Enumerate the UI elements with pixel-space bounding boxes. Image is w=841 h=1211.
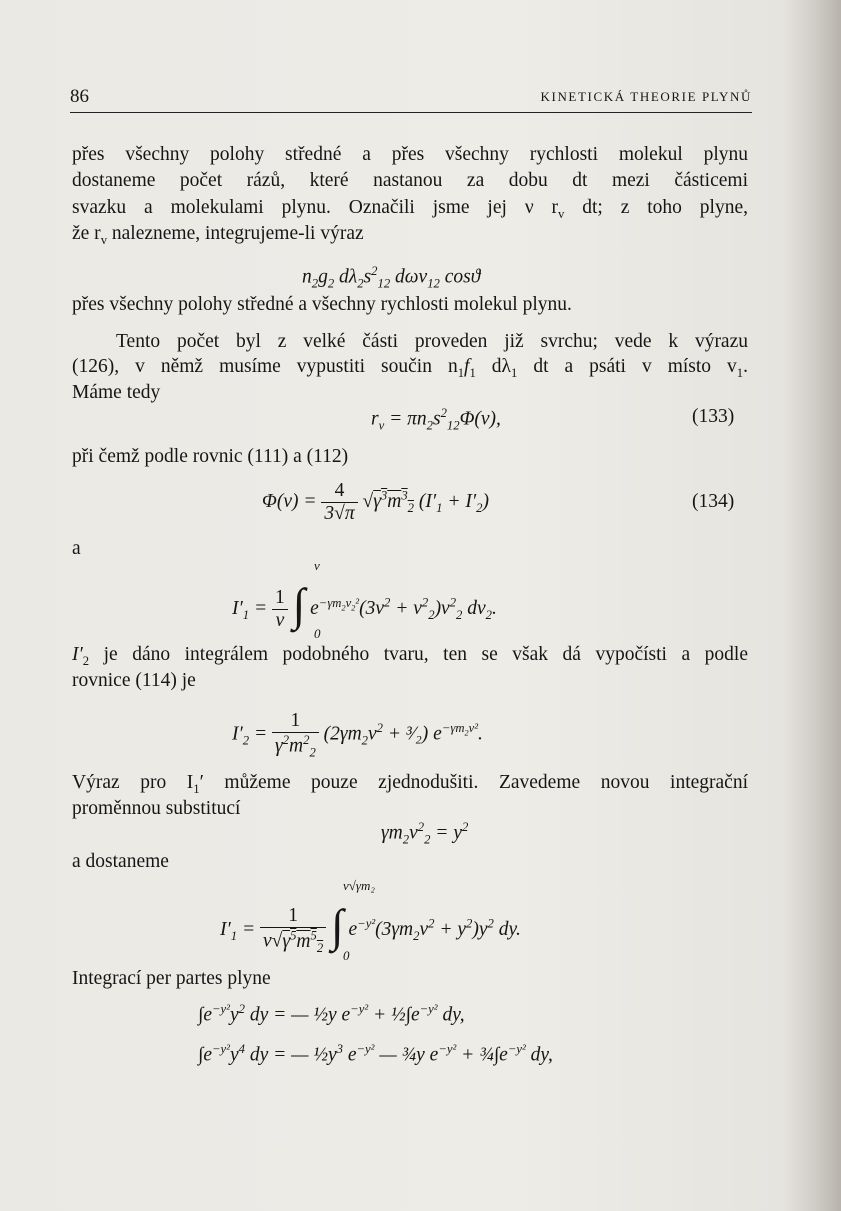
formula-substitution: $\gamma m_2v^2_2 = y^2$: [381, 820, 469, 847]
text-fragment: dt; z toho plyne,: [564, 197, 748, 218]
page-header: [70, 86, 752, 113]
integral-limit: 0: [314, 626, 321, 641]
equation-number: (133): [692, 406, 735, 427]
text-line: (126), v němž musíme vypustiti součin $n_1f_1$ $d\lambda_1$ dt a psáti v místo $v_1$.: [72, 356, 748, 380]
formula-134: Φ(v) = $\frac{4}{3√\pi}$ $√\gamma^3m^3_2$ $(I'_1 + I'_2)$: [262, 480, 489, 524]
text-line: že $r_v$ nalezneme, integrujeme-li výraz: [72, 223, 364, 247]
text-line: přes všechny polohy středné a přes všechny rychlosti molekul plynu: [72, 144, 748, 165]
running-title: KINETICKÁ THEORIE PLYNŮ: [540, 89, 752, 104]
formula-133: $r_v = \pi n_2s^2_{12}\Phi(v)$,: [371, 406, 501, 433]
formula-i1-integral: $I'_1$ = $\frac{1}{v}$ ∫ $e^{-\gamma m_2v_2^2}(3v^2 + v^2_2)v^2_2$ $dv_2$.: [232, 579, 497, 632]
integral-limit: 0: [343, 948, 350, 963]
text-line: rovnice (114) je: [72, 670, 196, 691]
equation-number: (134): [692, 491, 735, 512]
text-line: a: [72, 538, 81, 559]
formula-partes-2: $\int e^{-y^2}y^4$ dy = — $\frac{1}{2}y^3$ $e^{-y^2}$ — ¾y $e^{-y^2}$ + $\frac{3}{4}\int e^{-y^2}$ dy,: [198, 1042, 553, 1066]
text-line: dostaneme počet rázů, které nastanou za dobu dt mezi částicemi: [72, 170, 748, 191]
integral-limit: v√γm₂: [343, 878, 375, 893]
text-line: proměnnou substitucí: [72, 798, 241, 819]
text-line: přes všechny polohy středné a všechny rychlosti molekul plynu.: [72, 294, 572, 315]
formula-partes-1: $\int e^{-y^2}y^2$ dy = — ½y $e^{-y^2}$ + $\frac{1}{2}\int e^{-y^2}$ dy,: [198, 1002, 465, 1026]
integral-limit: v: [314, 558, 320, 573]
text-fragment: Výraz pro I: [72, 772, 194, 793]
text-line: svazku a molekulami plynu. Označili jsme jej ν $r_v$ dt; z toho plyne,: [72, 197, 748, 221]
text-fragment: nalezneme, integrujeme-li výraz: [107, 223, 364, 244]
text-fragment: můžeme pouze zjednodušiti. Zavedeme novou integrační: [203, 772, 748, 793]
text-line: $I'_2$ je dáno integrálem podobného tvaru, ten se však dá vypočísti a podle: [72, 644, 748, 668]
text-line: Výraz pro $I_1'$ můžeme pouze zjednodušiti. Zavedeme novou integrační: [72, 772, 748, 796]
text-fragment: že r: [72, 223, 101, 244]
text-fragment: dλ: [475, 356, 511, 377]
text-fragment: dt a psáti v místo v: [517, 356, 737, 377]
text-line: Integrací per partes plyne: [72, 968, 271, 989]
text-line: a dostaneme: [72, 851, 169, 872]
formula-i2: $I'_2$ = $\frac{1}{\gamma^2m^2_2}$ ($2\gamma m_2v^2$ + ³⁄₂) $e^{-\gamma m_2v^2}$.: [232, 710, 483, 760]
text-line: Tento počet byl z velké části proveden již svrchu; vede k výrazu: [116, 331, 748, 352]
text-fragment: je dáno integrálem podobného tvaru, ten se však dá vypočísti a podle: [89, 644, 748, 665]
text-fragment: (126), v němž musíme vypustiti součin n: [72, 356, 458, 377]
text-fragment: svazku a molekulami plynu. Označili jsme jej ν r: [72, 197, 559, 218]
formula-expression: $n_2g_2$ $d\lambda_2s^2_{12}$ dωv$_{12}$ cosϑ: [302, 264, 481, 291]
page-number: 86: [70, 86, 89, 107]
text-line: Máme tedy: [72, 382, 161, 403]
formula-i1-substituted: $I'_1$ = $\frac{1}{v√\gamma^5m^5_2}$ ∫ $e^{-y^2}(3\gamma m_2v^2 + y^2)y^2$ dy.: [220, 900, 521, 955]
text-line: při čemž podle rovnic (111) a (112): [72, 446, 349, 467]
